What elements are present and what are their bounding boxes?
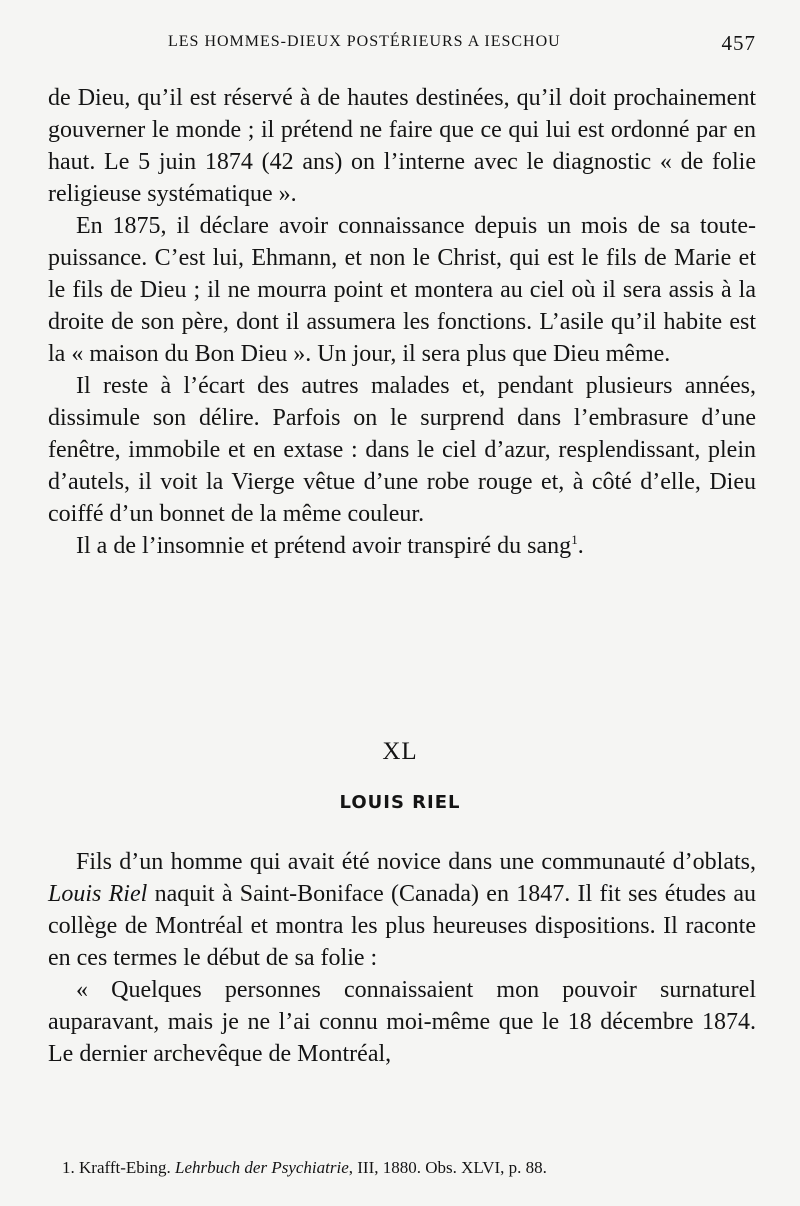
paragraph-isolation: Il reste à l’écart des autres malades et, pendant plusieurs années, dissimule son délire. Parfois on le surprend dans l’embrasure d’une fenêtre, immobile et en extase : dans le ciel d’azur, resplendissant, plein d’autels, il voit la Vierge vêtue d’une robe rouge et, à côté d’elle, Dieu coiffé d’un bonnet de la même couleur.	[48, 373, 756, 527]
paragraph-riel-intro	[48, 846, 756, 974]
paragraph-quote: « Quelques personnes connaissaient mon pouvoir surnaturel auparavant, mais je ne l’ai connu moi-même que le 18 décembre 1874. Le dernier archevêque de Montréal,	[48, 977, 756, 1067]
riel-intro-start: Fils d’un homme qui avait été novice dans une communauté d’oblats,	[76, 849, 756, 875]
footnote-book-title: Lehrbuch der Psychiatrie	[175, 1158, 349, 1177]
chapter-number: XL	[382, 738, 418, 765]
footnote-number-author: 1. Krafft-Ebing.	[62, 1158, 175, 1177]
main-text-upper	[48, 82, 756, 562]
page-number: 457	[721, 31, 756, 55]
running-title: LES HOMMES-DIEUX POSTÉRIEURS A IESCHOU	[168, 33, 561, 50]
insomnia-period: .	[577, 533, 584, 559]
footnote	[62, 1158, 742, 1178]
paragraph-continuation: de Dieu, qu’il est réservé à de hautes destinées, qu’il doit prochainement gouverner le monde ; il prétend ne faire que ce qui lui est ordonné par en haut. Le 5 juin 1874 (42 ans) on l’interne avec le diagnostic « de folie religieuse systématique ».	[48, 85, 756, 207]
insomnia-text: Il a de l’insomnie et prétend avoir transpiré du sang	[76, 533, 572, 559]
footnote-citation: , III, 1880. Obs. XLVI, p. 88.	[348, 1158, 547, 1177]
chapter-title: LOUIS RIEL	[339, 792, 461, 813]
footnote-marker: 1	[571, 532, 578, 547]
main-text-lower	[48, 846, 756, 1070]
paragraph-1875: En 1875, il déclare avoir connaissance depuis un mois de sa toute-puissance. C’est lui, Ehmann, et non le Christ, qui est le fils de Marie et le fils de Dieu ; il ne mourra point et montera au ciel où il sera assis à la droite de son père, dont il assumera les fonctions. L’asile qu’il habite est la « maison du Bon Dieu ». Un jour, il sera plus que Dieu même.	[48, 213, 756, 367]
person-name: Louis Riel	[48, 881, 148, 907]
paragraph-insomnia	[48, 530, 756, 562]
page-header	[48, 33, 756, 61]
riel-intro-end: naquit à Saint-Boniface (Canada) en 1847. Il fit ses études au collège de Montréal et montra les plus heureuses dispositions. Il raconte en ces termes le début de sa folie :	[48, 881, 756, 971]
